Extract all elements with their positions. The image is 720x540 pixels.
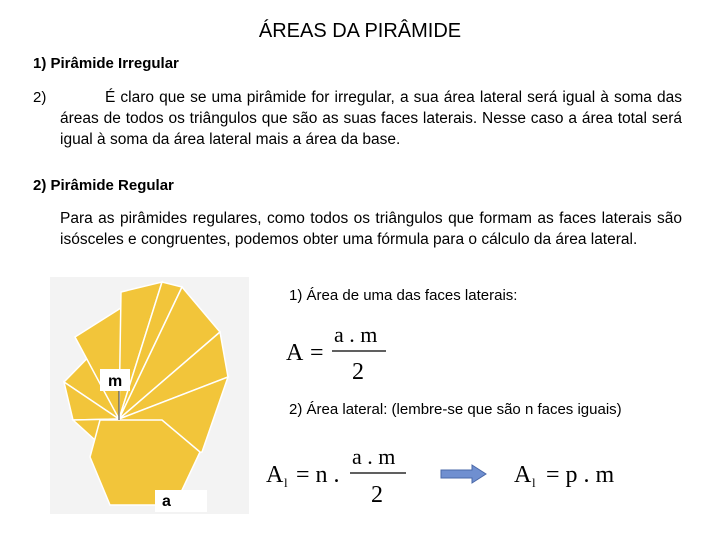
formula2-denominator: 2 <box>371 482 383 508</box>
section-heading-regular: 2) Pirâmide Regular <box>33 177 174 194</box>
pyramid-net-figure <box>50 277 249 514</box>
page-title: ÁREAS DA PIRÂMIDE <box>258 20 462 42</box>
result-rhs: = p . m <box>546 462 615 488</box>
section-heading-irregular: 1) Pirâmide Irregular <box>33 55 179 72</box>
formula1-denominator: 2 <box>352 359 364 384</box>
item-number: 2) <box>33 89 47 106</box>
formula2-numerator: a . m <box>352 444 396 469</box>
paragraph-regular: Para as pirâmides regulares, como todos os triângulos que formam as faces laterais são isósceles e congruentes, podemos obter uma fórmula para o cálculo da área lateral. <box>60 210 682 248</box>
right-arrow-icon <box>440 464 488 484</box>
paragraph-irregular: É claro que se uma pirâmide for irregular, a sua área lateral será igual à soma das áreas de todos os triângulos que são as suas faces laterais. Nesse caso a área total será igual à soma da área lateral mais a área da base. <box>60 89 682 148</box>
formula1-equals: = <box>310 340 324 366</box>
formula2-lhs: A <box>266 462 284 488</box>
formula2-caption: 2) Área lateral: (lembre-se que são n faces iguais) <box>289 401 622 418</box>
result-lhs-sub: l <box>532 475 536 490</box>
formula1-lhs: A <box>286 340 304 366</box>
formula1-numerator: a . m <box>334 322 378 347</box>
formula-lateral-area <box>260 440 420 510</box>
formula-face-area <box>282 318 392 384</box>
label-m: m <box>108 373 123 390</box>
result-lhs: A <box>514 462 532 488</box>
formula2-n-factor: = n . <box>296 462 340 488</box>
formula-result <box>510 452 640 492</box>
label-a: a <box>162 493 171 510</box>
formula2-lhs-sub: l <box>284 475 288 490</box>
formula1-caption: 1) Área de uma das faces laterais: <box>289 287 518 304</box>
